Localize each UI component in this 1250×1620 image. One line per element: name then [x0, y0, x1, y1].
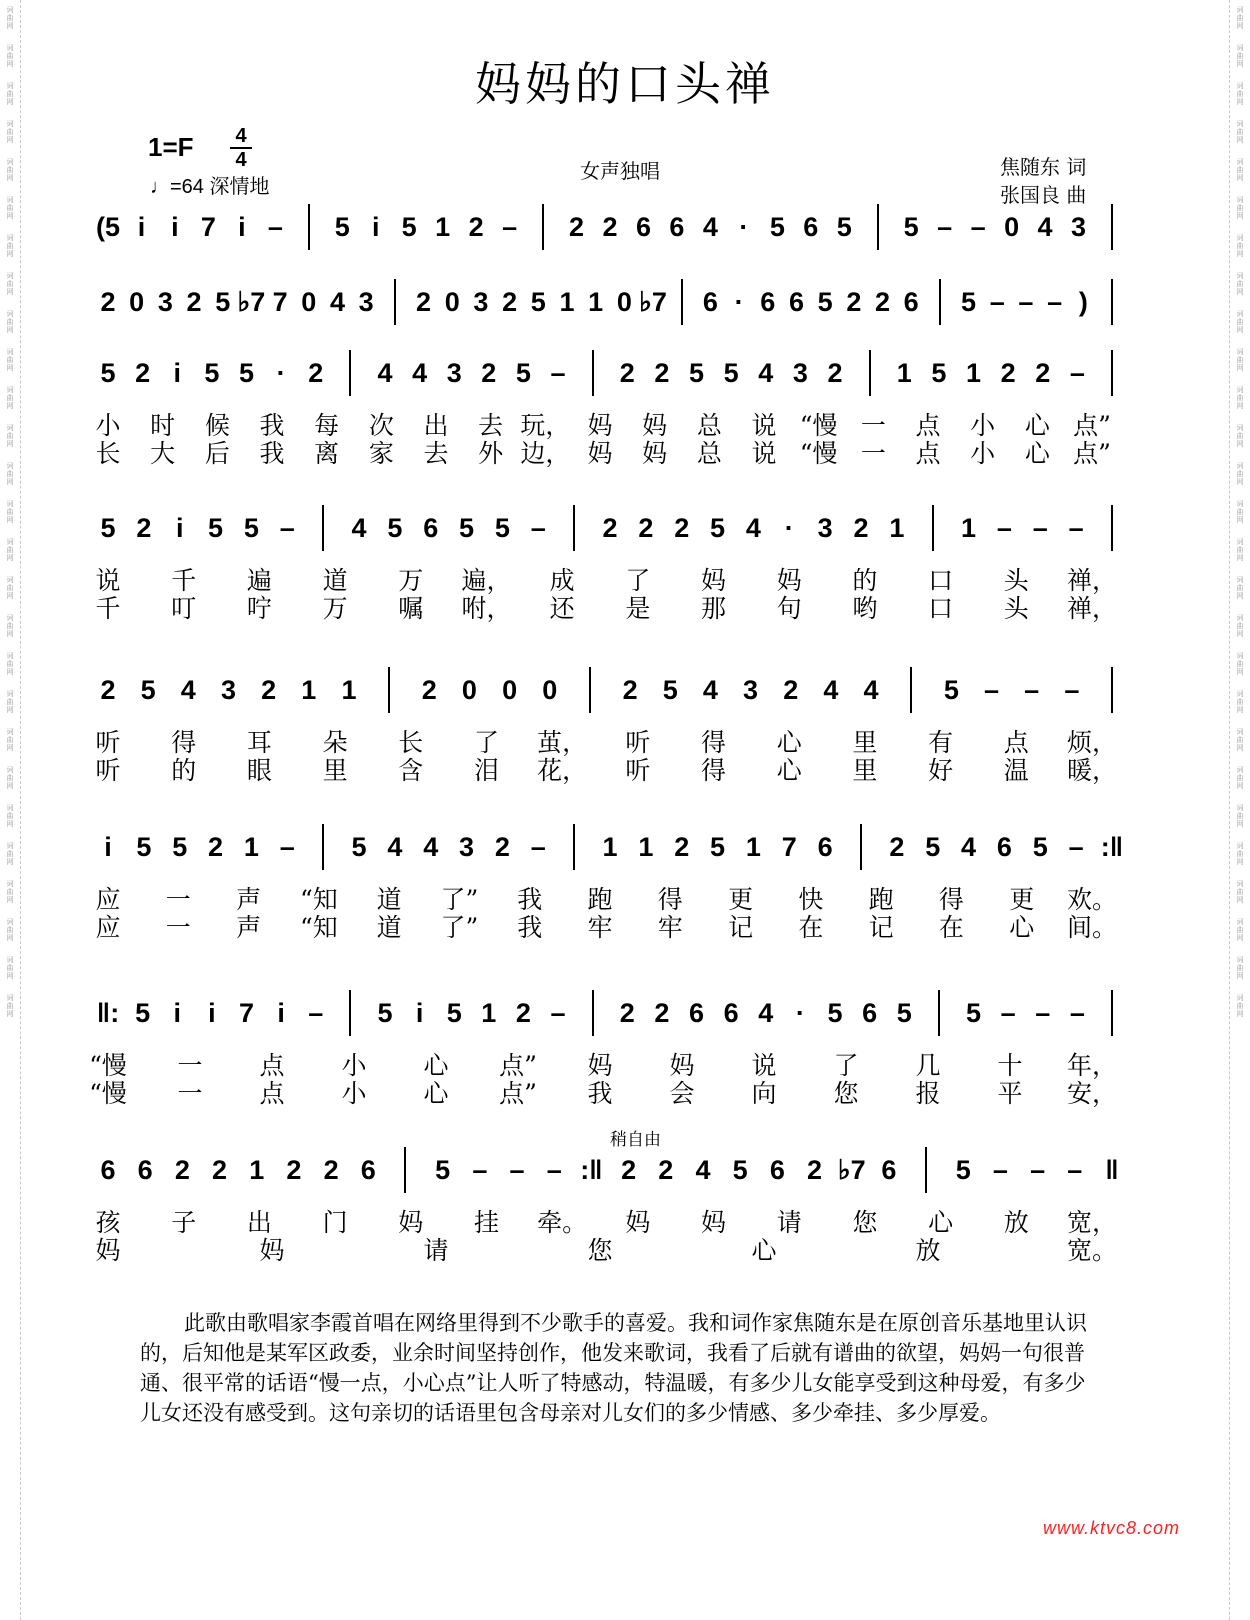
watermark-char: 曲 [1236, 964, 1244, 972]
bar-line [394, 279, 396, 325]
watermark-char: 网 [1236, 250, 1244, 258]
watermark-char: 词 [1236, 424, 1244, 432]
watermark-char: 曲 [1236, 584, 1244, 592]
watermark-char: 词 [6, 994, 14, 1002]
staff-row [0, 675, 1250, 835]
watermark-char: 词 [6, 424, 14, 432]
watermark-char: 词 [1236, 728, 1244, 736]
watermark-char: 词 [6, 956, 14, 964]
watermark-char: 曲 [1236, 546, 1244, 554]
watermark-char: 网 [6, 706, 14, 714]
bar-line [938, 990, 940, 1036]
bar-line [939, 279, 941, 325]
watermark-char: 词 [6, 690, 14, 698]
watermark-char: 词 [6, 500, 14, 508]
notation-line: 5 2 i 5 5 – 4 5 6 5 5 – 2 2 2 5 4 · 3 2 1 1 – – – [0, 513, 1250, 553]
site-url: www.ktvc8.com [1042, 1518, 1180, 1538]
staff-row [0, 832, 1250, 992]
watermark-char: 网 [1236, 782, 1244, 790]
watermark-char: 曲 [1236, 698, 1244, 706]
watermark-block [5, 120, 15, 144]
watermark-block [5, 158, 15, 182]
watermark-char: 曲 [6, 1002, 14, 1010]
lyric-line: 应 一 声 “知 道 了” 我 跑 得 更 快 跑 得 更 欢。 [95, 885, 1118, 914]
tempo-marking: ♩=64 深情地 [150, 176, 270, 198]
bar-line [589, 667, 591, 713]
watermark-char: 曲 [1236, 508, 1244, 516]
watermark-char: 曲 [1236, 318, 1244, 326]
watermark-char: 网 [1236, 288, 1244, 296]
watermark-char: 曲 [6, 964, 14, 972]
watermark-char: 曲 [1236, 774, 1244, 782]
watermark-char: 曲 [6, 888, 14, 896]
watermark-char: 曲 [6, 622, 14, 630]
watermark-char: 网 [1236, 98, 1244, 106]
bar-line [349, 350, 351, 396]
watermark-char: 曲 [6, 698, 14, 706]
credits [1000, 153, 1086, 209]
watermark-char: 网 [6, 174, 14, 182]
watermark-char: 网 [1236, 516, 1244, 524]
watermark-char: 词 [1236, 804, 1244, 812]
voice-type: 女声独唱 [580, 159, 660, 183]
lyric-line: 听 得 耳 朵 长 了 茧， 听 得 心 里 有 点 烦， [95, 728, 1118, 757]
watermark-char: 词 [1236, 310, 1244, 318]
watermark-char: 曲 [1236, 242, 1244, 250]
watermark-char: 曲 [1236, 394, 1244, 402]
watermark-char: 曲 [1236, 470, 1244, 478]
watermark-char: 词 [6, 348, 14, 356]
watermark-char: 词 [1236, 6, 1244, 14]
notation-line: 5 2 i 5 5 · 2 4 4 3 2 5 – 2 2 5 5 4 3 2 1 5 1 2 2 – [0, 358, 1250, 398]
watermark-char: 曲 [1236, 166, 1244, 174]
watermark-char: 词 [1236, 348, 1244, 356]
watermark-char: 词 [6, 158, 14, 166]
watermark-char: 网 [1236, 934, 1244, 942]
watermark-char: 曲 [6, 394, 14, 402]
watermark-char: 网 [1236, 174, 1244, 182]
watermark-char: 网 [6, 288, 14, 296]
watermark-char: 网 [6, 782, 14, 790]
watermark-char: 词 [6, 462, 14, 470]
watermark-char: 词 [1236, 614, 1244, 622]
watermark-char: 词 [1236, 994, 1244, 1002]
watermark-char: 曲 [6, 432, 14, 440]
watermark-char: 网 [6, 630, 14, 638]
watermark-char: 曲 [6, 14, 14, 22]
staff-row [0, 358, 1250, 518]
watermark-char: 词 [6, 766, 14, 774]
watermark-char: 网 [1236, 402, 1244, 410]
bar-line [1111, 279, 1113, 325]
watermark-block [1235, 158, 1245, 182]
watermark-char: 词 [6, 82, 14, 90]
bar-line [1111, 505, 1113, 551]
bar-line [573, 824, 575, 870]
watermark-char: 曲 [6, 470, 14, 478]
watermark-char: 词 [6, 44, 14, 52]
lyric-line: “慢 一 点 小 心 点” 妈 妈 说 了 几 十 年， [89, 1051, 1118, 1080]
watermark-char: 词 [6, 804, 14, 812]
watermark-char: 网 [1236, 478, 1244, 486]
bar-line [592, 990, 594, 1036]
watermark-char: 曲 [6, 356, 14, 364]
watermark-char: 词 [6, 234, 14, 242]
expression-mark: 稍自由 [610, 1130, 661, 1149]
notation-line: 6 6 2 2 1 2 2 6 5 – – – :‖ 2 2 4 5 6 2 ♭7 6 5 – – – ‖ [0, 1155, 1250, 1195]
watermark-char: 曲 [1236, 90, 1244, 98]
watermark-char: 曲 [6, 812, 14, 820]
watermark-char: 曲 [1236, 1002, 1244, 1010]
watermark-char: 词 [6, 6, 14, 14]
time-signature [230, 126, 252, 170]
watermark-char: 词 [6, 576, 14, 584]
watermark-char: 网 [6, 858, 14, 866]
watermark-char: 词 [1236, 766, 1244, 774]
lyric-line: 听 的 眼 里 含 泪 花， 听 得 心 里 好 温 暖， [95, 756, 1118, 785]
composer: 张国良 曲 [1000, 183, 1087, 207]
watermark-char: 曲 [6, 204, 14, 212]
watermark-char: 词 [1236, 690, 1244, 698]
watermark-char: 词 [6, 272, 14, 280]
watermark-char: 曲 [6, 318, 14, 326]
meter-top: 4 [235, 125, 247, 147]
watermark-char: 网 [6, 972, 14, 980]
bar-line [404, 1147, 406, 1193]
key-signature: 1=F [148, 132, 194, 162]
watermark-char: 曲 [1236, 14, 1244, 22]
bar-line [1111, 350, 1113, 396]
lyric-line: 小 时 候 我 每 次 出 去 玩， 妈 妈 总 说 “慢 一 点 小 心 点” [95, 411, 1111, 440]
watermark-char: 网 [1236, 212, 1244, 220]
watermark-char: 网 [1236, 706, 1244, 714]
staff-row [0, 513, 1250, 673]
watermark-char: 词 [1236, 82, 1244, 90]
watermark-char: 曲 [6, 774, 14, 782]
watermark-char: 曲 [1236, 660, 1244, 668]
lyric-line: 妈 妈 请 您 心 放 宽。 [95, 1236, 1118, 1265]
watermark-char: 词 [6, 310, 14, 318]
watermark-char: 网 [6, 60, 14, 68]
watermark-char: 曲 [1236, 736, 1244, 744]
watermark-char: 网 [1236, 744, 1244, 752]
watermark-char: 网 [1236, 440, 1244, 448]
watermark-char: 词 [1236, 462, 1244, 470]
bar-line [681, 279, 683, 325]
lyric-line: 千 叮 咛 万 嘱 咐， 还 是 那 句 哟 口 头 禅， [95, 594, 1118, 623]
watermark-char: 曲 [6, 128, 14, 136]
watermark-char: 曲 [6, 584, 14, 592]
watermark-char: 网 [1236, 592, 1244, 600]
watermark-char: 词 [1236, 120, 1244, 128]
watermark-char: 网 [1236, 896, 1244, 904]
bar-line [1111, 204, 1113, 250]
bar-line [925, 1147, 927, 1193]
bar-line [860, 824, 862, 870]
watermark-char: 曲 [6, 280, 14, 288]
watermark-char: 网 [1236, 364, 1244, 372]
watermark-char: 词 [1236, 538, 1244, 546]
watermark-char: 曲 [6, 90, 14, 98]
watermark-char: 词 [6, 120, 14, 128]
bar-line [910, 667, 912, 713]
watermark-char: 词 [6, 880, 14, 888]
lyricist: 焦随东 词 [1000, 155, 1087, 179]
watermark-char: 词 [1236, 956, 1244, 964]
watermark-char: 词 [1236, 44, 1244, 52]
watermark-char: 曲 [1236, 926, 1244, 934]
watermark-char: 曲 [1236, 52, 1244, 60]
watermark-char: 网 [6, 668, 14, 676]
watermark-block [1235, 6, 1245, 30]
watermark-char: 词 [1236, 842, 1244, 850]
lyric-line: 长 大 后 我 离 家 去 外 边， 妈 妈 总 说 “慢 一 点 小 心 点” [95, 439, 1111, 468]
watermark-char: 词 [6, 652, 14, 660]
bar-line [349, 990, 351, 1036]
watermark-char: 网 [6, 98, 14, 106]
bar-line [322, 824, 324, 870]
watermark-char: 曲 [1236, 432, 1244, 440]
watermark-char: 网 [6, 326, 14, 334]
watermark-char: 网 [1236, 820, 1244, 828]
watermark-char: 曲 [6, 166, 14, 174]
watermark-char: 曲 [1236, 812, 1244, 820]
watermark-char: 网 [6, 364, 14, 372]
watermark-char: 词 [1236, 158, 1244, 166]
watermark-char: 网 [1236, 972, 1244, 980]
watermark-char: 曲 [6, 52, 14, 60]
bar-line [542, 204, 544, 250]
watermark-char: 网 [6, 440, 14, 448]
song-title: 妈妈的口头禅 [475, 57, 775, 111]
watermark-char: 曲 [1236, 128, 1244, 136]
watermark-char: 网 [6, 402, 14, 410]
watermark-char: 网 [6, 592, 14, 600]
watermark-char: 词 [6, 728, 14, 736]
watermark-char: 曲 [1236, 356, 1244, 364]
watermark-char: 词 [6, 614, 14, 622]
watermark-char: 曲 [1236, 204, 1244, 212]
watermark-char: 曲 [6, 926, 14, 934]
description-paragraph: 此歌由歌唱家李霞首唱在网络里得到不少歌手的喜爱。我和词作家焦随东是在原创音乐基地里认识的，后知他是某军区政委，业余时间坚持创作，他发来歌词，我看了后就有谱曲的欲望，妈妈一句很普通、很平常的话语“慢一点，小心点”让人听了特感动，特温暖，有多少儿女能享受到这种母爱，有多少儿女还没有感受到。这句亲切的话语里包含母亲对儿女们的多少情感、多少牵挂、多少厚爱。 [140, 1311, 1087, 1425]
watermark-char: 网 [6, 1010, 14, 1018]
watermark-char: 网 [6, 516, 14, 524]
watermark-char: 网 [1236, 136, 1244, 144]
watermark-char: 曲 [6, 546, 14, 554]
meter-bottom: 4 [235, 149, 247, 171]
watermark-char: 网 [1236, 858, 1244, 866]
watermark-block [5, 6, 15, 30]
bar-line [322, 505, 324, 551]
watermark-char: 词 [6, 918, 14, 926]
watermark-char: 网 [1236, 60, 1244, 68]
watermark-char: 网 [6, 554, 14, 562]
lyric-line: 应 一 声 “知 道 了” 我 牢 牢 记 在 记 在 心 间。 [95, 913, 1118, 942]
watermark-char: 曲 [6, 660, 14, 668]
watermark-char: 网 [6, 136, 14, 144]
watermark-char: 曲 [6, 242, 14, 250]
watermark-char: 网 [6, 22, 14, 30]
watermark-char: 词 [1236, 652, 1244, 660]
watermark-char: 曲 [1236, 622, 1244, 630]
watermark-char: 网 [1236, 554, 1244, 562]
watermark-char: 词 [1236, 880, 1244, 888]
bar-line [388, 667, 390, 713]
watermark-char: 曲 [6, 508, 14, 516]
watermark-char: 网 [6, 250, 14, 258]
watermark-char: 曲 [1236, 280, 1244, 288]
watermark-char: 网 [6, 820, 14, 828]
watermark-char: 词 [6, 538, 14, 546]
watermark-char: 词 [6, 386, 14, 394]
watermark-char: 曲 [6, 850, 14, 858]
watermark-char: 词 [1236, 576, 1244, 584]
watermark-char: 网 [1236, 326, 1244, 334]
watermark-char: 网 [6, 212, 14, 220]
watermark-block [1235, 120, 1245, 144]
notation-line: (5 i i 7 i – 5 i 5 1 2 – 2 2 6 6 4 · 5 6 5 5 – – 0 4 3 [0, 212, 1250, 252]
watermark-char: 曲 [1236, 850, 1244, 858]
watermark-char: 曲 [1236, 888, 1244, 896]
bar-line [869, 350, 871, 396]
notation-line: i 5 5 2 1 – 5 4 4 3 2 – 1 1 2 5 1 7 6 2 5 4 6 5 – :‖ [0, 832, 1250, 872]
watermark-char: 网 [1236, 630, 1244, 638]
watermark-char: 词 [6, 842, 14, 850]
bar-line [592, 350, 594, 396]
watermark-char: 词 [6, 196, 14, 204]
bar-line [877, 204, 879, 250]
watermark-char: 词 [1236, 272, 1244, 280]
watermark-char: 网 [1236, 1010, 1244, 1018]
notation-line: 2 0 3 2 5 ♭7 7 0 4 3 2 0 3 2 5 1 1 0 ♭7 6 · 6 6 5 2 2 6 5 – – – ) [0, 287, 1250, 327]
watermark-char: 网 [1236, 22, 1244, 30]
watermark-char: 词 [1236, 918, 1244, 926]
notation-line: 2 5 4 3 2 1 1 2 0 0 0 2 5 4 3 2 4 4 5 – – – [0, 675, 1250, 715]
watermark-char: 网 [1236, 668, 1244, 676]
watermark-char: 网 [6, 478, 14, 486]
watermark-char: 词 [1236, 196, 1244, 204]
bar-line [1111, 990, 1113, 1036]
bar-line [573, 505, 575, 551]
watermark-char: 网 [6, 934, 14, 942]
lyric-line: 孩 子 出 门 妈 挂 牵。 妈 妈 请 您 心 放 宽， [95, 1208, 1118, 1237]
watermark-char: 曲 [6, 736, 14, 744]
watermark-char: 网 [6, 744, 14, 752]
bar-line [932, 505, 934, 551]
watermark-char: 网 [6, 896, 14, 904]
watermark-char: 词 [1236, 234, 1244, 242]
bar-line [1111, 667, 1113, 713]
bar-line [308, 204, 310, 250]
notation-line: ‖: 5 i i 7 i – 5 i 5 1 2 – 2 2 6 6 4 · 5 6 5 5 – – – [0, 998, 1250, 1038]
watermark-char: 词 [1236, 386, 1244, 394]
lyric-line: “慢 一 点 小 心 点” 我 会 向 您 报 平 安， [89, 1079, 1118, 1108]
staff-row [0, 1130, 1250, 1315]
watermark-char: 词 [1236, 500, 1244, 508]
lyric-line: 说 千 遍 道 万 遍， 成 了 妈 妈 的 口 头 禅， [95, 566, 1118, 595]
